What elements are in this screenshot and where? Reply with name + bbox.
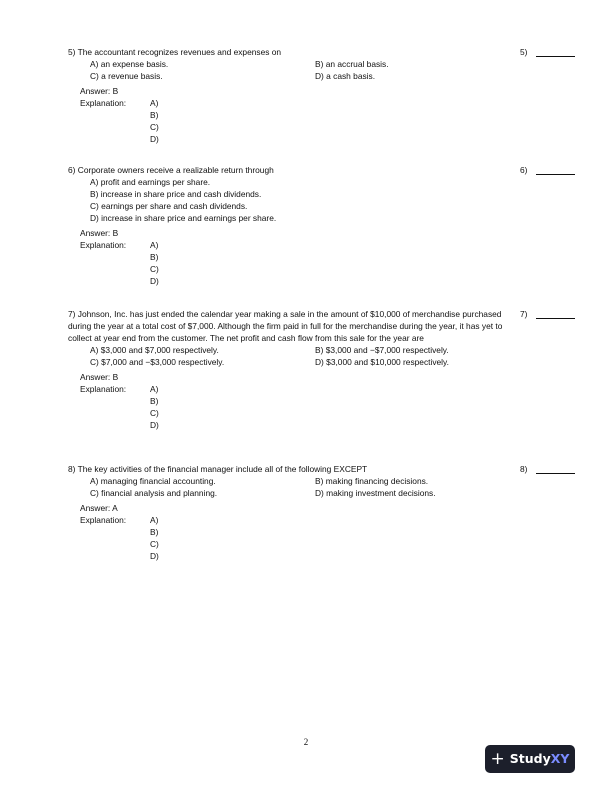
option-d: D) making investment decisions. [315, 488, 436, 498]
explanation-label: Explanation: [80, 240, 127, 250]
explanation-letter-a: A) [150, 515, 159, 525]
page-number: 2 [303, 737, 309, 747]
option-a: A) profit and earnings per share. [90, 177, 211, 187]
badge-text-xy: XY [550, 751, 570, 766]
question-stem: 7) Johnson, Inc. has just ended the calendar year making a sale in the amount of $10,000 of merchandise purchased during the year at a total cost of $7,000. Although the firm paid in full for the merchandise during the year, it has yet to collect at year end from the customer. The net profit and cash flow from this sale for the year are [68, 309, 503, 343]
option-a: A) an expense basis. [90, 59, 169, 69]
answer-blank [536, 473, 575, 474]
explanation-letter-c: C) [150, 408, 159, 418]
answer-line: Answer: B [80, 86, 119, 96]
explanation-letter-d: D) [150, 551, 159, 561]
option-a: A) $3,000 and $7,000 respectively. [90, 345, 219, 355]
option-b: B) increase in share price and cash dividends. [90, 189, 262, 199]
badge-text-study: Study [509, 751, 551, 766]
explanation-label: Explanation: [80, 384, 127, 394]
option-d: D) increase in share price and earnings per share. [90, 213, 277, 223]
explanation-label: Explanation: [80, 515, 127, 525]
explanation-label: Explanation: [80, 98, 127, 108]
answer-number: 8) [520, 464, 528, 474]
explanation-letter-c: C) [150, 264, 159, 274]
explanation-letter-b: B) [150, 110, 159, 120]
question-5 [68, 46, 588, 145]
explanation-letter-b: B) [150, 396, 159, 406]
explanation-letter-d: D) [150, 420, 159, 430]
explanation-letter-a: A) [150, 240, 159, 250]
answer-line: Answer: B [80, 228, 119, 238]
option-b: B) making financing decisions. [315, 476, 429, 486]
explanation-letter-d: D) [150, 134, 159, 144]
answer-line: Answer: B [80, 372, 119, 382]
answer-blank [536, 56, 575, 57]
option-c: C) earnings per share and cash dividends. [90, 201, 248, 211]
explanation-letter-d: D) [150, 276, 159, 286]
question-stem: 5) The accountant recognizes revenues and expenses on [68, 47, 282, 57]
question-stem: 6) Corporate owners receive a realizable return through [68, 165, 274, 175]
explanation-letter-c: C) [150, 122, 159, 132]
plus-icon: + [490, 748, 505, 769]
question-7 [68, 308, 588, 431]
answer-number: 7) [520, 309, 528, 319]
explanation-letter-c: C) [150, 539, 159, 549]
question-8 [68, 463, 588, 562]
answer-blank [536, 318, 575, 319]
studyxy-badge[interactable] [485, 745, 575, 773]
option-a: A) managing financial accounting. [90, 476, 216, 486]
answer-blank [536, 174, 575, 175]
option-b: B) $3,000 and −$7,000 respectively. [315, 345, 449, 355]
explanation-letter-a: A) [150, 384, 159, 394]
option-b: B) an accrual basis. [315, 59, 389, 69]
answer-number: 5) [520, 47, 528, 57]
question-stem: 8) The key activities of the financial manager include all of the following EXCEPT [68, 464, 368, 474]
explanation-letter-b: B) [150, 252, 159, 262]
answer-number: 6) [520, 165, 528, 175]
option-c: C) a revenue basis. [90, 71, 163, 81]
answer-line: Answer: A [80, 503, 118, 513]
explanation-letter-b: B) [150, 527, 159, 537]
option-c: C) financial analysis and planning. [90, 488, 218, 498]
option-d: D) a cash basis. [315, 71, 376, 81]
question-6 [68, 164, 588, 287]
option-d: D) $3,000 and $10,000 respectively. [315, 357, 449, 367]
option-c: C) $7,000 and −$3,000 respectively. [90, 357, 225, 367]
explanation-letter-a: A) [150, 98, 159, 108]
